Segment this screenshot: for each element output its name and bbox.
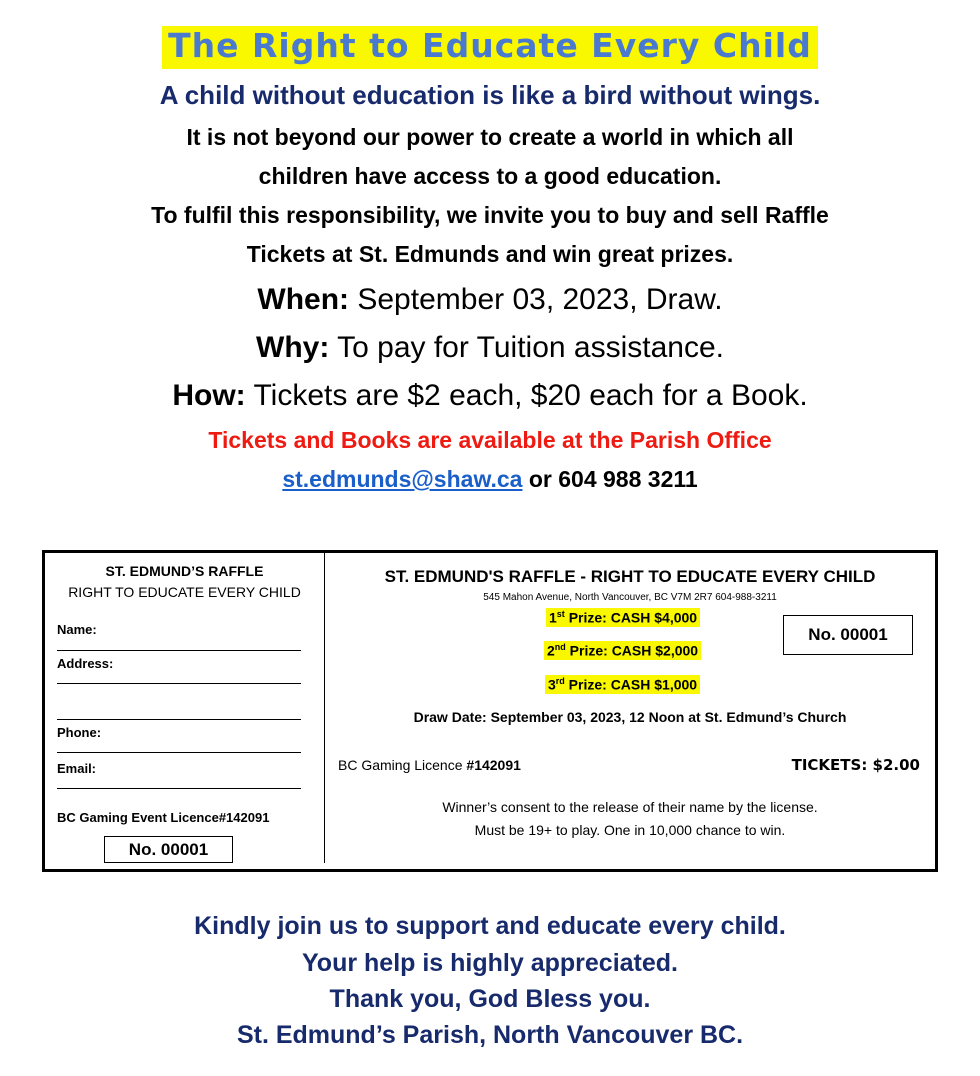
ticket-title: ST. EDMUND'S RAFFLE - RIGHT TO EDUCATE EVERY CHILD [384, 567, 876, 586]
flyer-title-row [0, 26, 980, 65]
ticket-price: TICKETS: $2.00 [791, 756, 920, 774]
prize-1 [546, 608, 700, 627]
stub-phone-line[interactable] [57, 752, 301, 753]
stub-email-line[interactable] [57, 788, 301, 789]
prize-1-ordinal: 1 [549, 609, 557, 626]
prize-3-ordinal: 3 [548, 676, 556, 693]
prize-2 [544, 641, 701, 660]
stub-address-label: Address: [57, 656, 114, 671]
stub-email-label: Email: [57, 761, 97, 776]
consent-line-1: Winner’s consent to the release of their name by the license. [442, 799, 818, 815]
stub-title-2: RIGHT TO EDUCATE EVERY CHILD [68, 584, 301, 600]
stub-name-line[interactable] [57, 650, 301, 651]
closing-line-2: Your help is highly appreciated. [301, 949, 678, 977]
ticket-address: 545 Mahon Avenue, North Vancouver, BC V7M 2R7 604-988-3211 [483, 592, 777, 603]
prize-2-suffix: nd [554, 642, 566, 652]
when-line [0, 283, 980, 317]
prize-1-text: Prize: CASH $4,000 [564, 609, 698, 626]
closing-line-3: Thank you, God Bless you. [329, 985, 651, 1013]
stub-address-line-2[interactable] [57, 719, 301, 720]
stub-licence: BC Gaming Event Licence#142091 [57, 810, 270, 825]
stub-ticket-number: No. 00001 [104, 836, 233, 863]
prize-3-text: Prize: CASH $1,000 [564, 676, 698, 693]
contact-line [0, 466, 980, 493]
prize-3-suffix: rd [555, 676, 565, 686]
when-label: When: [257, 283, 350, 316]
prize-1-suffix: st [556, 609, 565, 619]
closing-line-1: Kindly join us to support and educate every child. [194, 912, 786, 940]
closing-line-4: St. Edmund’s Parish, North Vancouver BC. [236, 1021, 744, 1049]
ticket-stub [45, 553, 325, 863]
main-ticket-number: No. 00001 [783, 615, 913, 655]
draw-date: Draw Date: September 03, 2023, 12 Noon at St. Edmund’s Church [413, 709, 847, 725]
gaming-licence-label: BC Gaming Licence [338, 757, 467, 773]
email-link[interactable]: st.edmunds@shaw.ca [282, 466, 523, 492]
subtitle: A child without education is like a bird without wings. [159, 80, 821, 110]
stub-name-label: Name: [57, 622, 97, 637]
prize-2-text: Prize: CASH $2,000 [565, 642, 699, 659]
consent-line-2: Must be 19+ to play. One in 10,000 chance to win. [474, 822, 786, 838]
prize-2-ordinal: 2 [547, 642, 555, 659]
how-label: How: [172, 379, 246, 412]
intro-line-2: children have access to a good education. [258, 163, 722, 189]
why-line [0, 331, 980, 365]
stub-phone-label: Phone: [57, 725, 102, 740]
flyer-title: The Right to Educate Every Child [162, 26, 818, 69]
stub-address-line-1[interactable] [57, 683, 301, 684]
why-value: To pay for Tuition assistance. [329, 331, 724, 364]
intro-line-4: Tickets at St. Edmunds and win great prizes. [246, 241, 734, 267]
intro-line-3: To fulfil this responsibility, we invite you to buy and sell Raffle [151, 202, 829, 228]
prize-3 [545, 675, 700, 694]
how-value: Tickets are $2 each, $20 each for a Book. [245, 379, 808, 412]
raffle-ticket [42, 550, 938, 872]
ticket-main [325, 553, 935, 869]
availability-text: Tickets and Books are available at the Parish Office [208, 427, 772, 453]
gaming-licence [338, 757, 521, 773]
when-value: September 03, 2023, Draw. [349, 283, 723, 316]
gaming-licence-number: #142091 [466, 757, 521, 773]
phone-text: or 604 988 3211 [522, 466, 698, 492]
why-label: Why: [256, 331, 330, 364]
how-line [0, 379, 980, 413]
stub-title-1: ST. EDMUND’S RAFFLE [105, 563, 264, 579]
intro-line-1: It is not beyond our power to create a world in which all [186, 124, 794, 150]
